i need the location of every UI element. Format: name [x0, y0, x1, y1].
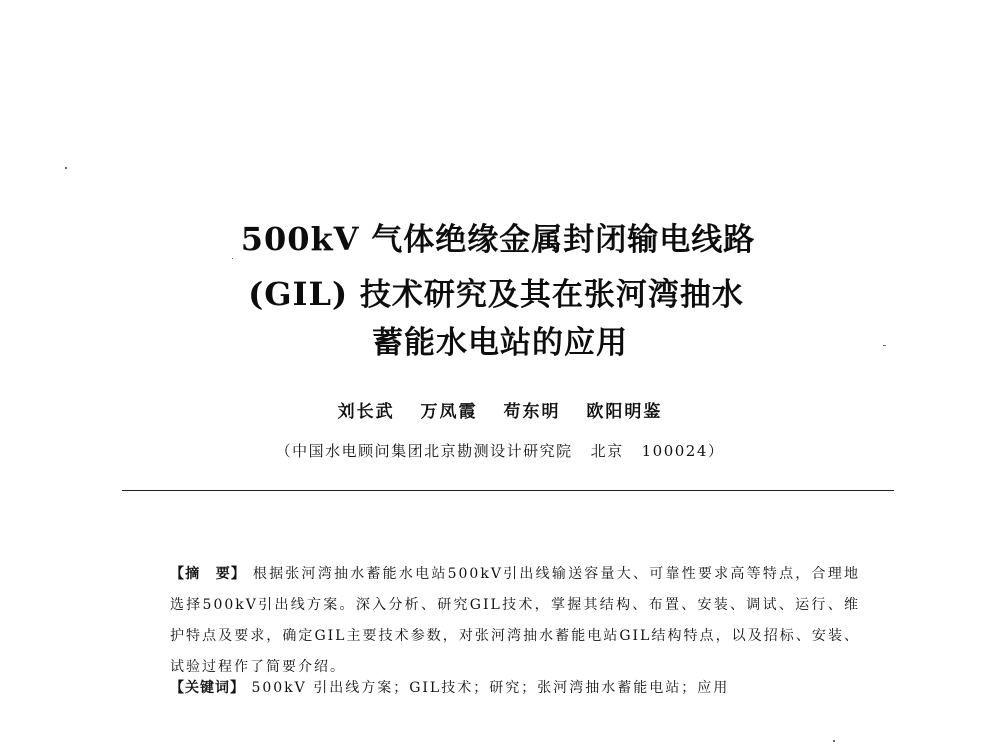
affiliation-city: 北京 — [590, 442, 624, 460]
affiliation-postcode: 100024） — [641, 442, 725, 460]
keywords-text: 500kV 引出线方案；GIL技术；研究；张河湾抽水蓄能电站；应用 — [251, 680, 730, 696]
scan-speck — [232, 258, 233, 259]
keywords-block — [170, 676, 860, 700]
title-line-3: 蓄能水电站的应用 — [372, 325, 628, 361]
author-list — [0, 397, 1000, 422]
title-line-2 — [0, 276, 996, 313]
section-divider — [122, 490, 894, 491]
affiliation — [0, 440, 1000, 461]
affiliation-org: （中国水电顾问集团北京勘测设计研究院 — [275, 442, 573, 460]
title-line-1-text: 气体绝缘金属封闭输电线路 — [359, 222, 756, 258]
abstract-text: 根据张河湾抽水蓄能水电站500kV引出线输送容量大、可靠性要求高等特点，合理地选择500kV引出线方案。深入分析、研究GIL技术，掌握其结构、布置、安装、调试、运行、维护特点及要求，确定GIL主要技术参数，对张河湾抽水蓄能电站GIL结构特点，以及招标、安装、试验过程作了简要介绍。 — [170, 566, 860, 675]
author-name: 苟东明 — [503, 402, 561, 422]
title-line-2-text: 技术研究及其在张河湾抽水 — [348, 277, 744, 313]
author-name: 万凤霞 — [420, 402, 478, 422]
scan-speck — [65, 167, 67, 169]
abstract-label: 【摘 要】 — [170, 566, 247, 582]
abstract-block — [170, 559, 860, 683]
scan-speck — [833, 740, 835, 742]
author-name: 刘长武 — [337, 402, 395, 422]
scan-speck — [883, 345, 886, 346]
title-voltage: 500kV — [240, 220, 360, 258]
title-gil: (GIL) — [248, 275, 349, 313]
author-name: 欧阳明鉴 — [586, 402, 663, 422]
keywords-label: 【关键词】 — [170, 680, 245, 696]
title-line-1 — [0, 221, 998, 258]
